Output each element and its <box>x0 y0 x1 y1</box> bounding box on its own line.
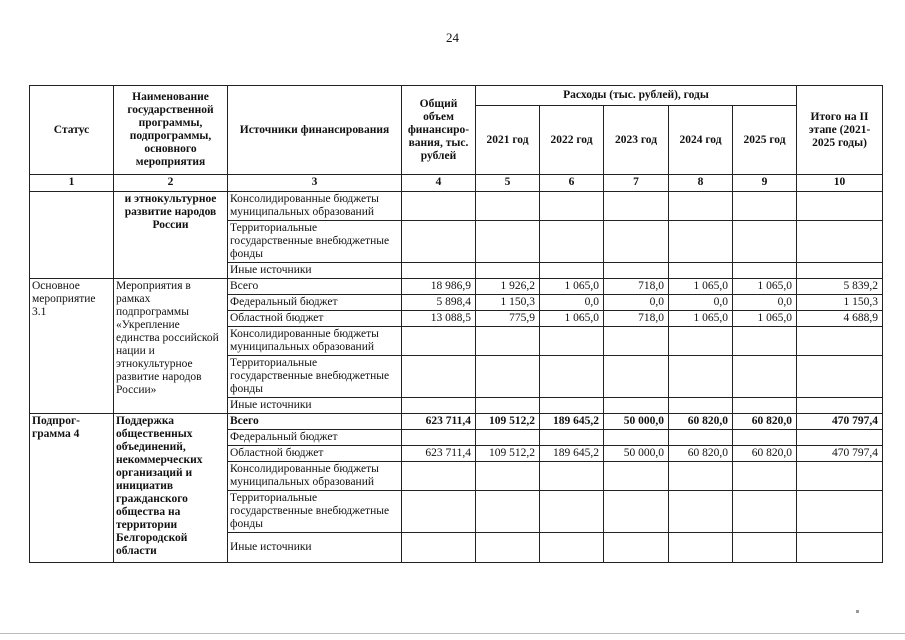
page-bottom-edge <box>0 633 905 634</box>
value-cell: 60 820,0 <box>733 414 797 430</box>
value-cell: 0,0 <box>733 295 797 311</box>
column-number: 10 <box>797 175 883 192</box>
value-cell <box>669 462 733 491</box>
value-cell <box>604 192 669 221</box>
value-cell <box>476 263 540 279</box>
value-cell <box>604 491 669 533</box>
value-cell <box>476 327 540 356</box>
value-cell <box>402 533 476 563</box>
block2-name: Мероприятия в рамках подпрограммы «Укрепление единства российской нации и этнокультурное развитие народов России» <box>114 279 228 414</box>
value-cell: 718,0 <box>604 311 669 327</box>
value-cell: 623 711,4 <box>402 446 476 462</box>
value-cell <box>733 263 797 279</box>
value-cell <box>476 192 540 221</box>
value-cell <box>402 398 476 414</box>
value-cell: 1 065,0 <box>733 311 797 327</box>
value-cell <box>797 221 883 263</box>
value-cell <box>733 491 797 533</box>
value-cell <box>540 398 604 414</box>
value-cell <box>733 462 797 491</box>
value-cell: 60 820,0 <box>669 446 733 462</box>
value-cell <box>797 356 883 398</box>
value-cell <box>669 430 733 446</box>
value-cell <box>669 533 733 563</box>
block1-name: и этнокультурное развитие народов России <box>114 192 228 279</box>
value-cell: 50 000,0 <box>604 446 669 462</box>
scan-artifact <box>856 610 859 613</box>
value-cell <box>540 462 604 491</box>
value-cell: 1 065,0 <box>669 279 733 295</box>
value-cell <box>604 263 669 279</box>
value-cell <box>797 533 883 563</box>
value-cell <box>669 192 733 221</box>
source-label: Всего <box>228 279 402 295</box>
block3-name: Поддержка общественных объединений, некоммерческих организаций и инициатив гражданского общества на территории Белгородской области <box>114 414 228 563</box>
value-cell: 1 065,0 <box>540 311 604 327</box>
value-cell <box>476 430 540 446</box>
value-cell <box>402 192 476 221</box>
source-label: Территориальные государственные внебюджетные фонды <box>228 356 402 398</box>
value-cell: 0,0 <box>604 295 669 311</box>
value-cell <box>540 263 604 279</box>
value-cell <box>402 430 476 446</box>
column-number: 4 <box>402 175 476 192</box>
source-label: Областной бюджет <box>228 311 402 327</box>
header-sources: Источники финансирования <box>228 86 402 175</box>
value-cell: 1 065,0 <box>669 311 733 327</box>
source-label: Консолидированные бюджеты муниципальных образований <box>228 327 402 356</box>
value-cell <box>604 430 669 446</box>
column-number: 6 <box>540 175 604 192</box>
value-cell: 13 088,5 <box>402 311 476 327</box>
column-number: 8 <box>669 175 733 192</box>
value-cell <box>540 533 604 563</box>
value-cell: 1 926,2 <box>476 279 540 295</box>
value-cell <box>540 356 604 398</box>
value-cell <box>402 462 476 491</box>
value-cell <box>540 327 604 356</box>
value-cell <box>476 356 540 398</box>
value-cell <box>476 533 540 563</box>
column-number: 2 <box>114 175 228 192</box>
value-cell <box>476 491 540 533</box>
value-cell <box>540 491 604 533</box>
value-cell <box>669 398 733 414</box>
value-cell <box>797 462 883 491</box>
source-label: Иные источники <box>228 263 402 279</box>
value-cell <box>402 491 476 533</box>
block1-status <box>30 192 114 279</box>
value-cell <box>540 192 604 221</box>
header-status: Статус <box>30 86 114 175</box>
value-cell: 718,0 <box>604 279 669 295</box>
column-number: 3 <box>228 175 402 192</box>
column-number: 7 <box>604 175 669 192</box>
value-cell: 1 150,3 <box>797 295 883 311</box>
value-cell <box>733 221 797 263</box>
value-cell <box>604 462 669 491</box>
column-number: 9 <box>733 175 797 192</box>
value-cell: 775,9 <box>476 311 540 327</box>
budget-table <box>29 85 883 563</box>
value-cell <box>733 430 797 446</box>
value-cell: 18 986,9 <box>402 279 476 295</box>
value-cell: 1 150,3 <box>476 295 540 311</box>
source-label: Территориальные государственные внебюджетные фонды <box>228 221 402 263</box>
value-cell <box>604 398 669 414</box>
value-cell: 1 065,0 <box>733 279 797 295</box>
header-total-volume: Общий объем финансиро-вания, тыс. рублей <box>402 86 476 175</box>
value-cell <box>733 192 797 221</box>
source-label: Федеральный бюджет <box>228 430 402 446</box>
block3-status: Подпрог-грамма 4 <box>30 414 114 563</box>
source-label: Всего <box>228 414 402 430</box>
value-cell <box>797 327 883 356</box>
value-cell: 109 512,2 <box>476 414 540 430</box>
header-year-2025: 2025 год <box>733 106 797 175</box>
value-cell <box>733 356 797 398</box>
value-cell <box>797 192 883 221</box>
header-name: Наименование государственной программы, подпрограммы, основного мероприятия <box>114 86 228 175</box>
block2-status: Основное мероприятие 3.1 <box>30 279 114 414</box>
value-cell <box>604 533 669 563</box>
page-number: 24 <box>446 30 459 45</box>
value-cell: 470 797,4 <box>797 414 883 430</box>
value-cell <box>669 356 733 398</box>
header-year-2022: 2022 год <box>540 106 604 175</box>
value-cell <box>402 221 476 263</box>
source-label: Консолидированные бюджеты муниципальных образований <box>228 192 402 221</box>
header-year-2021: 2021 год <box>476 106 540 175</box>
value-cell: 109 512,2 <box>476 446 540 462</box>
value-cell: 4 688,9 <box>797 311 883 327</box>
header-expenses-group: Расходы (тыс. рублей), годы <box>476 86 797 106</box>
value-cell <box>733 533 797 563</box>
value-cell <box>476 398 540 414</box>
value-cell: 470 797,4 <box>797 446 883 462</box>
value-cell <box>604 221 669 263</box>
source-label: Консолидированные бюджеты муниципальных образований <box>228 462 402 491</box>
value-cell <box>797 491 883 533</box>
source-label: Территориальные государственные внебюджетные фонды <box>228 491 402 533</box>
header-year-2023: 2023 год <box>604 106 669 175</box>
value-cell: 50 000,0 <box>604 414 669 430</box>
value-cell <box>669 327 733 356</box>
value-cell <box>733 398 797 414</box>
value-cell <box>402 356 476 398</box>
value-cell <box>540 430 604 446</box>
value-cell: 623 711,4 <box>402 414 476 430</box>
value-cell <box>476 221 540 263</box>
value-cell <box>402 327 476 356</box>
value-cell <box>402 263 476 279</box>
header-stage-total: Итого на II этапе (2021-2025 годы) <box>797 86 883 175</box>
value-cell: 60 820,0 <box>733 446 797 462</box>
value-cell: 5 898,4 <box>402 295 476 311</box>
column-number: 5 <box>476 175 540 192</box>
value-cell <box>604 327 669 356</box>
value-cell <box>669 221 733 263</box>
value-cell: 60 820,0 <box>669 414 733 430</box>
value-cell: 0,0 <box>669 295 733 311</box>
value-cell <box>797 398 883 414</box>
value-cell <box>797 430 883 446</box>
value-cell <box>733 327 797 356</box>
source-label: Областной бюджет <box>228 446 402 462</box>
value-cell: 189 645,2 <box>540 414 604 430</box>
header-year-2024: 2024 год <box>669 106 733 175</box>
value-cell: 0,0 <box>540 295 604 311</box>
value-cell: 5 839,2 <box>797 279 883 295</box>
source-label: Иные источники <box>228 398 402 414</box>
source-label: Федеральный бюджет <box>228 295 402 311</box>
value-cell <box>797 263 883 279</box>
value-cell <box>540 221 604 263</box>
value-cell <box>604 356 669 398</box>
value-cell: 1 065,0 <box>540 279 604 295</box>
value-cell: 189 645,2 <box>540 446 604 462</box>
column-number: 1 <box>30 175 114 192</box>
value-cell <box>669 263 733 279</box>
source-label: Иные источники <box>228 533 402 563</box>
value-cell <box>669 491 733 533</box>
value-cell <box>476 462 540 491</box>
